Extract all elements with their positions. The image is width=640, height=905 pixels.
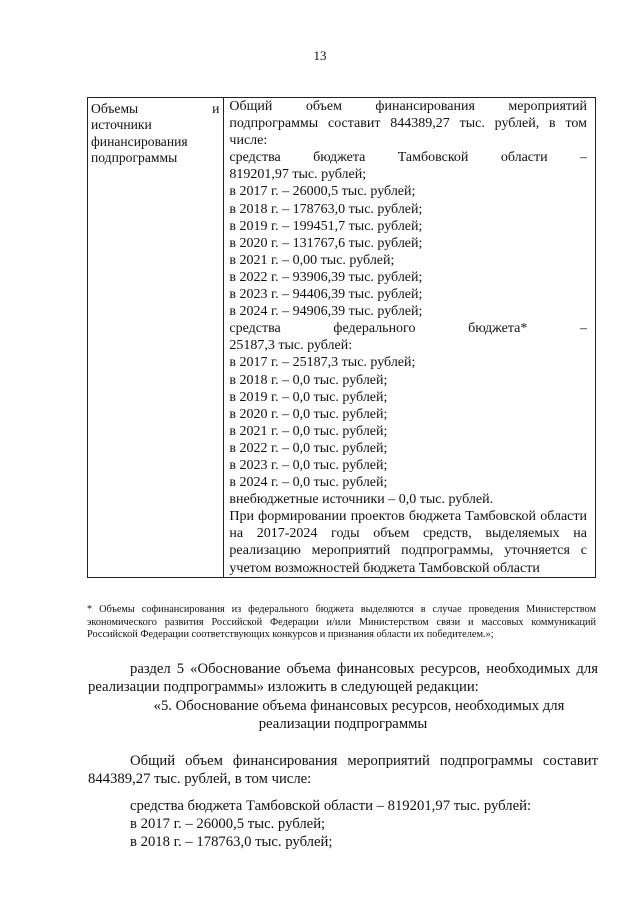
financing-table	[87, 97, 596, 578]
section-title-line-2: реализации подпрограммы	[258, 716, 428, 732]
federal-year-2023: в 2023 г. – 0,0 тыс. рублей;	[229, 457, 388, 473]
label-line-4: подпрограммы	[91, 149, 178, 165]
label-line-1	[91, 101, 219, 117]
year-2018-line: в 2018 г. – 178763,0 тыс. рублей;	[130, 834, 333, 850]
federal-year-2020: в 2020 г. – 0,0 тыс. рублей;	[229, 406, 388, 422]
budget-note: При формировании проектов бюджета Тамбовской области на 2017-2024 годы объем средств, выделяемых на реализацию мероприятий подпрограммы, уточняется с учетом возможностей бюджета Тамбовской области	[229, 509, 587, 576]
regional-year-2020: в 2020 г. – 131767,6 тыс. рублей;	[229, 235, 423, 251]
regional-year-2022: в 2022 г. – 93906,39 тыс. рублей;	[229, 269, 423, 285]
table-intro: Общий объем финансирования мероприятий подпрограммы составит 844389,27 тыс. рублей, в том числе:	[229, 99, 587, 149]
extrabudget-sources: внебюджетные источники – 0,0 тыс. рублей.	[229, 492, 494, 508]
label-word-i: и	[212, 101, 220, 116]
federal-year-2018: в 2018 г. – 0,0 тыс. рублей;	[229, 372, 388, 388]
year-2017-line: в 2017 г. – 26000,5 тыс. рублей;	[130, 816, 326, 832]
financing-summary: Общий объем финансирования мероприятий подпрограммы составит 844389,27 тыс. рублей, в том числе:	[88, 753, 598, 787]
regional-budget-total: 819201,97 тыс. рублей;	[229, 167, 367, 183]
section-title-line-1: «5. Обоснование объема финансовых ресурсов, необходимых для	[153, 698, 565, 714]
federal-year-2017: в 2017 г. – 25187,3 тыс. рублей;	[229, 355, 416, 371]
regional-budget-total-line: средства бюджета Тамбовской области – 819201,97 тыс. рублей:	[130, 798, 532, 814]
regional-year-2018: в 2018 г. – 178763,0 тыс. рублей;	[229, 201, 423, 217]
federal-budget-heading: средства федерального бюджета* –	[229, 321, 587, 337]
regional-year-2017: в 2017 г. – 26000,5 тыс. рублей;	[229, 184, 416, 200]
label-line-3: финансирования	[91, 133, 188, 149]
federal-budget-total: 25187,3 тыс. рублей:	[229, 338, 353, 354]
federal-year-2022: в 2022 г. – 0,0 тыс. рублей;	[229, 440, 388, 456]
amendment-instruction: раздел 5 «Обоснование объема финансовых ресурсов, необходимых для реализации подпрограммы» изложить в следующей редакции:	[88, 661, 598, 695]
federal-year-2019: в 2019 г. – 0,0 тыс. рублей;	[229, 389, 388, 405]
label-word-objemy: Объемы	[91, 101, 139, 116]
federal-cofinancing-footnote: * Объемы софинансирования из федерального бюджета выделяются в случае проведения Министерством экономического развития Российской Федерации и/или Министерством связи и массовых коммуникаций Российской Федерации соответствующих конкурсов и признания области их победителем.»;	[87, 604, 596, 641]
table-label-cell	[88, 98, 224, 578]
label-line-2: источники	[91, 117, 152, 133]
regional-year-2024: в 2024 г. – 94906,39 тыс. рублей;	[229, 304, 423, 320]
table-value-cell	[224, 98, 596, 578]
regional-year-2023: в 2023 г. – 94406,39 тыс. рублей;	[229, 287, 423, 303]
page-number: 13	[313, 48, 327, 63]
regional-year-2019: в 2019 г. – 199451,7 тыс. рублей;	[229, 218, 423, 234]
federal-year-2024: в 2024 г. – 0,0 тыс. рублей;	[229, 475, 388, 491]
regional-year-2021: в 2021 г. – 0,00 тыс. рублей;	[229, 252, 395, 268]
regional-budget-heading: средства бюджета Тамбовской области –	[229, 150, 587, 166]
federal-year-2021: в 2021 г. – 0,0 тыс. рублей;	[229, 423, 388, 439]
